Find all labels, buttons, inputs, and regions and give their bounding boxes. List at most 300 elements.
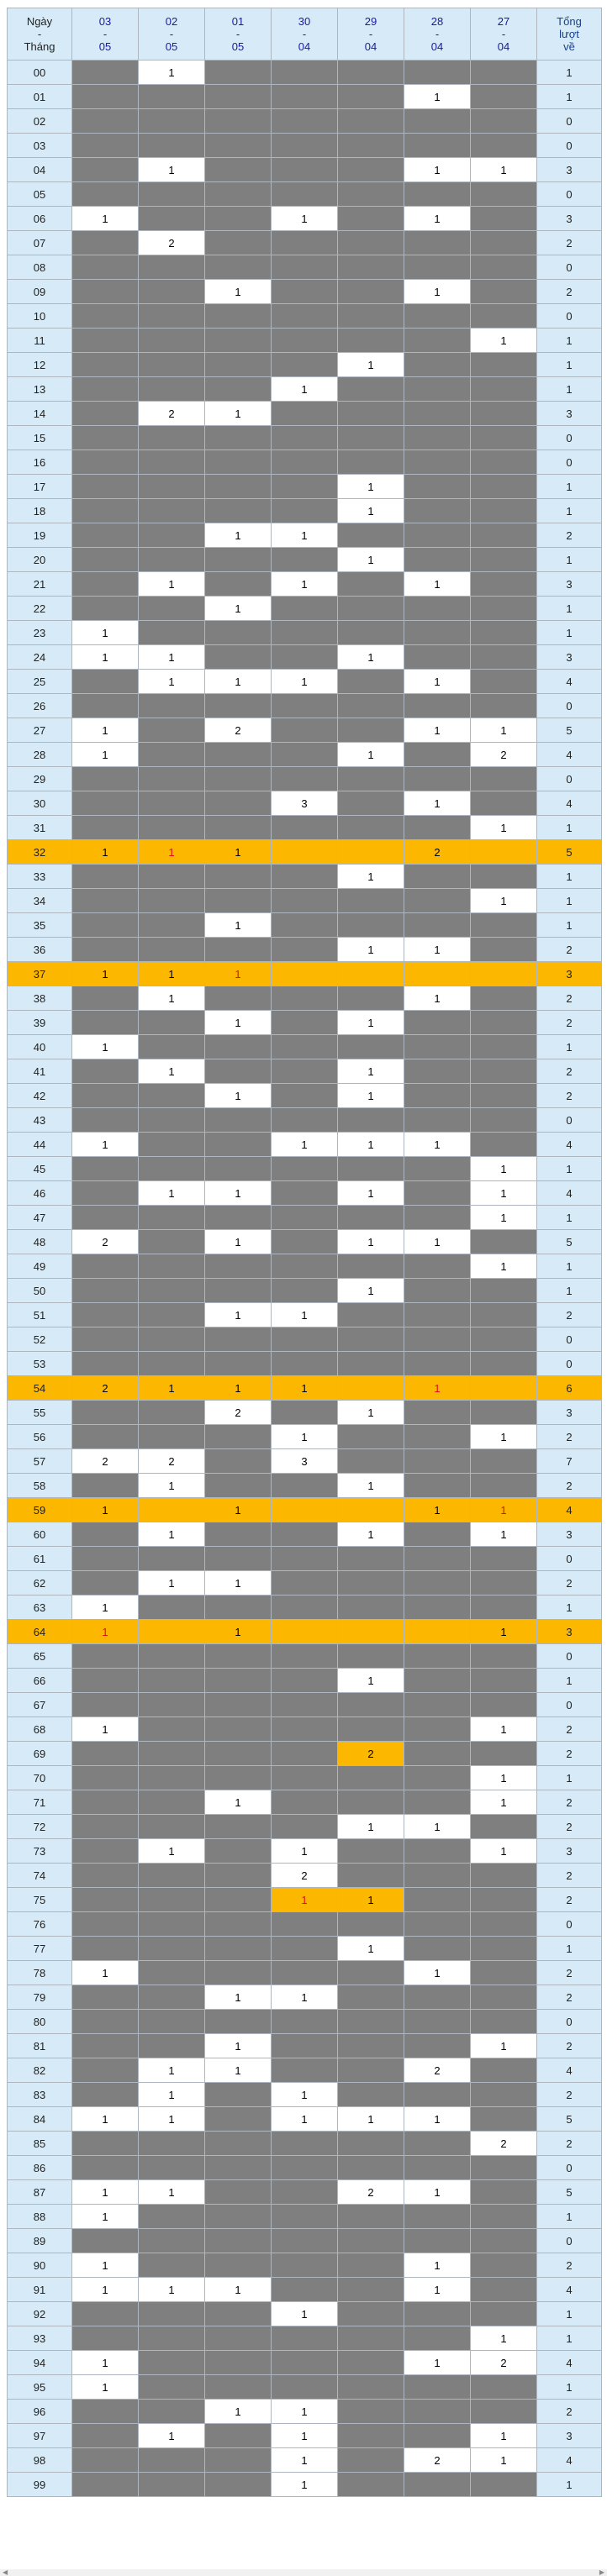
table-row — [8, 1596, 602, 1620]
count-cell: 1 — [205, 670, 272, 694]
row-total: 1 — [537, 1279, 602, 1303]
count-cell: 1 — [272, 377, 338, 402]
empty-cell — [72, 2326, 139, 2351]
row-total: 2 — [537, 1790, 602, 1815]
empty-cell — [471, 1912, 537, 1937]
empty-cell — [471, 913, 537, 938]
count-cell: 2 — [272, 1864, 338, 1888]
empty-cell — [139, 1669, 205, 1693]
table-row — [8, 2302, 602, 2326]
count-cell: 1 — [471, 1766, 537, 1790]
row-number: 30 — [8, 791, 72, 816]
empty-cell — [272, 353, 338, 377]
empty-cell — [272, 2375, 338, 2400]
empty-cell — [72, 2448, 139, 2473]
empty-cell — [72, 1425, 139, 1449]
count-cell: 1 — [404, 2278, 471, 2302]
empty-cell — [72, 1571, 139, 1596]
row-total: 4 — [537, 2058, 602, 2083]
header-date-2[interactable]: 01 - 05 — [205, 8, 272, 60]
table-row — [8, 329, 602, 353]
highlight-cell — [338, 1376, 404, 1401]
empty-cell — [404, 1327, 471, 1352]
empty-cell — [404, 1084, 471, 1108]
empty-cell — [404, 2205, 471, 2229]
table-row — [8, 767, 602, 791]
highlight-cell — [338, 1498, 404, 1522]
count-cell: 1 — [338, 1474, 404, 1498]
table-row — [8, 1717, 602, 1742]
count-cell: 1 — [205, 2058, 272, 2083]
table-row — [8, 670, 602, 694]
empty-cell — [205, 1206, 272, 1230]
empty-cell — [139, 1084, 205, 1108]
empty-cell — [338, 255, 404, 280]
highlight-cell — [404, 1620, 471, 1644]
empty-cell — [338, 450, 404, 475]
empty-cell — [471, 670, 537, 694]
count-cell: 2 — [72, 1449, 139, 1474]
empty-cell — [205, 1839, 272, 1864]
table-row — [8, 231, 602, 255]
empty-cell — [471, 2107, 537, 2132]
empty-cell — [404, 597, 471, 621]
empty-cell — [205, 85, 272, 109]
count-cell: 1 — [205, 1230, 272, 1254]
scroll-left-icon[interactable]: ◀ — [3, 2568, 8, 2576]
empty-cell — [139, 2010, 205, 2034]
empty-cell — [72, 1815, 139, 1839]
empty-cell — [205, 182, 272, 207]
count-cell: 2 — [471, 743, 537, 767]
table-row — [8, 450, 602, 475]
empty-cell — [139, 767, 205, 791]
count-cell: 3 — [272, 1449, 338, 1474]
empty-cell — [471, 2205, 537, 2229]
row-total: 5 — [537, 1230, 602, 1254]
empty-cell — [139, 2351, 205, 2375]
count-cell: 1 — [404, 1133, 471, 1157]
count-cell: 1 — [139, 572, 205, 597]
empty-cell — [471, 426, 537, 450]
table-row — [8, 2058, 602, 2083]
empty-cell — [471, 2058, 537, 2083]
empty-cell — [205, 548, 272, 572]
empty-cell — [272, 621, 338, 645]
empty-cell — [72, 1157, 139, 1181]
empty-cell — [471, 621, 537, 645]
empty-cell — [272, 1157, 338, 1181]
highlight-cell — [471, 962, 537, 986]
row-total: 4 — [537, 670, 602, 694]
row-number: 78 — [8, 1961, 72, 1985]
empty-cell — [471, 499, 537, 523]
empty-cell — [338, 1206, 404, 1230]
empty-cell — [72, 134, 139, 158]
row-number: 36 — [8, 938, 72, 962]
table-row — [8, 816, 602, 840]
empty-cell — [338, 60, 404, 85]
highlight-cell: 1 — [72, 1620, 139, 1644]
empty-cell — [72, 1742, 139, 1766]
empty-cell — [471, 1327, 537, 1352]
empty-cell — [272, 2205, 338, 2229]
empty-cell — [272, 1742, 338, 1766]
count-cell: 1 — [404, 791, 471, 816]
table-row — [8, 840, 602, 865]
empty-cell — [272, 865, 338, 889]
empty-cell — [205, 1596, 272, 1620]
empty-cell — [72, 1108, 139, 1133]
empty-cell — [338, 1449, 404, 1474]
empty-cell — [205, 1157, 272, 1181]
table-row — [8, 158, 602, 182]
row-total: 2 — [537, 2083, 602, 2107]
empty-cell — [404, 353, 471, 377]
empty-cell — [471, 1644, 537, 1669]
empty-cell — [72, 1401, 139, 1425]
empty-cell — [404, 450, 471, 475]
empty-cell — [272, 889, 338, 913]
row-total: 1 — [537, 475, 602, 499]
table-row — [8, 1425, 602, 1449]
empty-cell — [205, 2132, 272, 2156]
empty-cell — [205, 2375, 272, 2400]
empty-cell — [72, 109, 139, 134]
row-number: 94 — [8, 2351, 72, 2375]
count-cell: 1 — [139, 60, 205, 85]
header-date-4[interactable]: 29 - 04 — [338, 8, 404, 60]
row-number: 09 — [8, 280, 72, 304]
row-total: 0 — [537, 182, 602, 207]
count-cell: 1 — [139, 1571, 205, 1596]
empty-cell — [272, 1011, 338, 1035]
highlight-cell: 1 — [139, 840, 205, 865]
empty-cell — [404, 1547, 471, 1571]
empty-cell — [471, 597, 537, 621]
empty-cell — [338, 621, 404, 645]
row-number: 20 — [8, 548, 72, 572]
row-number: 12 — [8, 353, 72, 377]
empty-cell — [471, 645, 537, 670]
table-row — [8, 426, 602, 450]
empty-cell — [139, 1790, 205, 1815]
row-number: 96 — [8, 2400, 72, 2424]
empty-cell — [139, 1035, 205, 1059]
count-cell: 1 — [272, 670, 338, 694]
row-number: 54 — [8, 1376, 72, 1401]
header-date-0[interactable]: 03 - 05 — [72, 8, 139, 60]
count-cell: 1 — [404, 938, 471, 962]
empty-cell — [338, 670, 404, 694]
table-row — [8, 1669, 602, 1693]
empty-cell — [471, 572, 537, 597]
empty-cell — [338, 85, 404, 109]
table-row — [8, 523, 602, 548]
empty-cell — [139, 938, 205, 962]
count-cell: 1 — [471, 1425, 537, 1449]
row-number: 16 — [8, 450, 72, 475]
empty-cell — [72, 670, 139, 694]
empty-cell — [205, 377, 272, 402]
row-number: 14 — [8, 402, 72, 426]
empty-cell — [338, 1352, 404, 1376]
scroll-right-icon[interactable]: ▶ — [599, 2568, 604, 2576]
empty-cell — [471, 1279, 537, 1303]
row-total: 2 — [537, 1303, 602, 1327]
row-total: 2 — [537, 523, 602, 548]
table-row — [8, 938, 602, 962]
row-total: 2 — [537, 2034, 602, 2058]
header-date-3[interactable]: 30 - 04 — [272, 8, 338, 60]
row-total: 1 — [537, 60, 602, 85]
empty-cell — [404, 1206, 471, 1230]
row-number: 75 — [8, 1888, 72, 1912]
empty-cell — [404, 2326, 471, 2351]
highlight-cell — [404, 962, 471, 986]
empty-cell — [471, 791, 537, 816]
empty-cell — [72, 2229, 139, 2253]
empty-cell — [338, 2253, 404, 2278]
empty-cell — [338, 791, 404, 816]
empty-cell — [272, 499, 338, 523]
empty-cell — [404, 1352, 471, 1376]
empty-cell — [72, 2400, 139, 2424]
count-cell: 1 — [205, 1303, 272, 1327]
table-row — [8, 1059, 602, 1084]
empty-cell — [139, 1230, 205, 1254]
empty-cell — [139, 1327, 205, 1352]
row-number: 49 — [8, 1254, 72, 1279]
row-number: 10 — [8, 304, 72, 329]
highlight-cell — [272, 840, 338, 865]
empty-cell — [72, 1766, 139, 1790]
row-total: 1 — [537, 377, 602, 402]
empty-cell — [338, 1303, 404, 1327]
row-total: 2 — [537, 1571, 602, 1596]
row-number: 00 — [8, 60, 72, 85]
row-total: 1 — [537, 2473, 602, 2497]
table-row — [8, 1864, 602, 1888]
empty-cell — [471, 450, 537, 475]
table-row — [8, 1644, 602, 1669]
empty-cell — [72, 158, 139, 182]
row-total: 1 — [537, 816, 602, 840]
empty-cell — [205, 329, 272, 353]
empty-cell — [404, 767, 471, 791]
row-total: 1 — [537, 1035, 602, 1059]
empty-cell — [205, 2253, 272, 2278]
empty-cell — [139, 2400, 205, 2424]
empty-cell — [404, 1011, 471, 1035]
row-total: 4 — [537, 1133, 602, 1157]
row-total: 3 — [537, 1401, 602, 1425]
empty-cell — [72, 548, 139, 572]
empty-cell — [272, 60, 338, 85]
empty-cell — [72, 2010, 139, 2034]
empty-cell — [205, 1742, 272, 1766]
empty-cell — [205, 1547, 272, 1571]
table-row — [8, 2107, 602, 2132]
count-cell: 1 — [139, 1839, 205, 1864]
table-row — [8, 718, 602, 743]
highlight-cell — [272, 962, 338, 986]
row-number: 29 — [8, 767, 72, 791]
horizontal-scrollbar[interactable] — [0, 2569, 607, 2576]
empty-cell — [72, 1352, 139, 1376]
empty-cell — [272, 426, 338, 450]
empty-cell — [72, 329, 139, 353]
header-date-1[interactable]: 02 - 05 — [139, 8, 205, 60]
empty-cell — [404, 499, 471, 523]
row-total: 2 — [537, 2132, 602, 2156]
count-cell: 1 — [338, 353, 404, 377]
table-row — [8, 1376, 602, 1401]
empty-cell — [72, 913, 139, 938]
row-total: 0 — [537, 1912, 602, 1937]
empty-cell — [404, 523, 471, 548]
empty-cell — [471, 694, 537, 718]
row-total: 1 — [537, 548, 602, 572]
row-number: 35 — [8, 913, 72, 938]
empty-cell — [404, 1279, 471, 1303]
empty-cell — [338, 1157, 404, 1181]
empty-cell — [72, 1206, 139, 1230]
empty-cell — [272, 2034, 338, 2058]
count-cell: 1 — [139, 2180, 205, 2205]
empty-cell — [272, 718, 338, 743]
count-cell: 1 — [72, 2375, 139, 2400]
row-number: 19 — [8, 523, 72, 548]
empty-cell — [139, 523, 205, 548]
empty-cell — [72, 182, 139, 207]
count-cell: 1 — [471, 1206, 537, 1230]
empty-cell — [72, 475, 139, 499]
empty-cell — [272, 2132, 338, 2156]
row-total: 7 — [537, 1449, 602, 1474]
row-total: 1 — [537, 597, 602, 621]
empty-cell — [471, 986, 537, 1011]
empty-cell — [139, 1912, 205, 1937]
row-number: 28 — [8, 743, 72, 767]
empty-cell — [272, 304, 338, 329]
count-cell: 1 — [72, 718, 139, 743]
row-total: 1 — [537, 865, 602, 889]
empty-cell — [72, 1522, 139, 1547]
empty-cell — [205, 1669, 272, 1693]
highlight-cell — [471, 840, 537, 865]
empty-cell — [205, 1815, 272, 1839]
count-cell: 1 — [205, 1011, 272, 1035]
empty-cell — [72, 1327, 139, 1352]
count-cell: 2 — [471, 2351, 537, 2375]
count-cell: 1 — [139, 2058, 205, 2083]
row-number: 23 — [8, 621, 72, 645]
empty-cell — [139, 475, 205, 499]
highlight-cell: 1 — [404, 1498, 471, 1522]
empty-cell — [471, 1596, 537, 1620]
row-total: 4 — [537, 743, 602, 767]
row-number: 95 — [8, 2375, 72, 2400]
empty-cell — [72, 2156, 139, 2180]
table-row — [8, 2473, 602, 2497]
count-cell: 1 — [471, 889, 537, 913]
empty-cell — [272, 767, 338, 791]
empty-cell — [72, 1303, 139, 1327]
row-total: 1 — [537, 353, 602, 377]
empty-cell — [205, 207, 272, 231]
empty-cell — [338, 426, 404, 450]
table-row — [8, 1011, 602, 1035]
empty-cell — [139, 718, 205, 743]
row-number: 01 — [8, 85, 72, 109]
empty-cell — [139, 694, 205, 718]
row-number: 40 — [8, 1035, 72, 1059]
empty-cell — [139, 865, 205, 889]
empty-cell — [471, 1059, 537, 1084]
count-cell: 1 — [272, 1425, 338, 1449]
empty-cell — [272, 1059, 338, 1084]
empty-cell — [205, 572, 272, 597]
row-number: 05 — [8, 182, 72, 207]
empty-cell — [338, 767, 404, 791]
empty-cell — [205, 986, 272, 1011]
empty-cell — [72, 2424, 139, 2448]
empty-cell — [205, 231, 272, 255]
row-number: 64 — [8, 1620, 72, 1644]
header-date-6[interactable]: 27 - 04 — [471, 8, 537, 60]
row-total: 2 — [537, 1864, 602, 1888]
empty-cell — [471, 523, 537, 548]
row-number: 72 — [8, 1815, 72, 1839]
empty-cell — [205, 865, 272, 889]
empty-cell — [72, 1669, 139, 1693]
empty-cell — [404, 2229, 471, 2253]
row-number: 31 — [8, 816, 72, 840]
empty-cell — [72, 1011, 139, 1035]
empty-cell — [72, 865, 139, 889]
empty-cell — [72, 1912, 139, 1937]
count-cell: 1 — [72, 2107, 139, 2132]
empty-cell — [338, 231, 404, 255]
empty-cell — [338, 718, 404, 743]
row-total: 3 — [537, 402, 602, 426]
count-cell: 1 — [471, 158, 537, 182]
row-number: 63 — [8, 1596, 72, 1620]
highlight-cell — [139, 1498, 205, 1522]
row-number: 77 — [8, 1937, 72, 1961]
header-date-5[interactable]: 28 - 04 — [404, 8, 471, 60]
row-number: 11 — [8, 329, 72, 353]
empty-cell — [338, 207, 404, 231]
lottery-frequency-table — [7, 8, 602, 2497]
empty-cell — [471, 1474, 537, 1498]
empty-cell — [404, 1108, 471, 1133]
empty-cell — [471, 2229, 537, 2253]
table-row — [8, 621, 602, 645]
empty-cell — [404, 2132, 471, 2156]
empty-cell — [72, 597, 139, 621]
count-cell: 1 — [338, 938, 404, 962]
count-cell: 1 — [139, 986, 205, 1011]
count-cell: 1 — [404, 1961, 471, 1985]
table-row — [8, 2400, 602, 2424]
empty-cell — [205, 2424, 272, 2448]
empty-cell — [272, 231, 338, 255]
empty-cell — [471, 2180, 537, 2205]
count-cell: 1 — [404, 2351, 471, 2375]
empty-cell — [272, 1230, 338, 1254]
